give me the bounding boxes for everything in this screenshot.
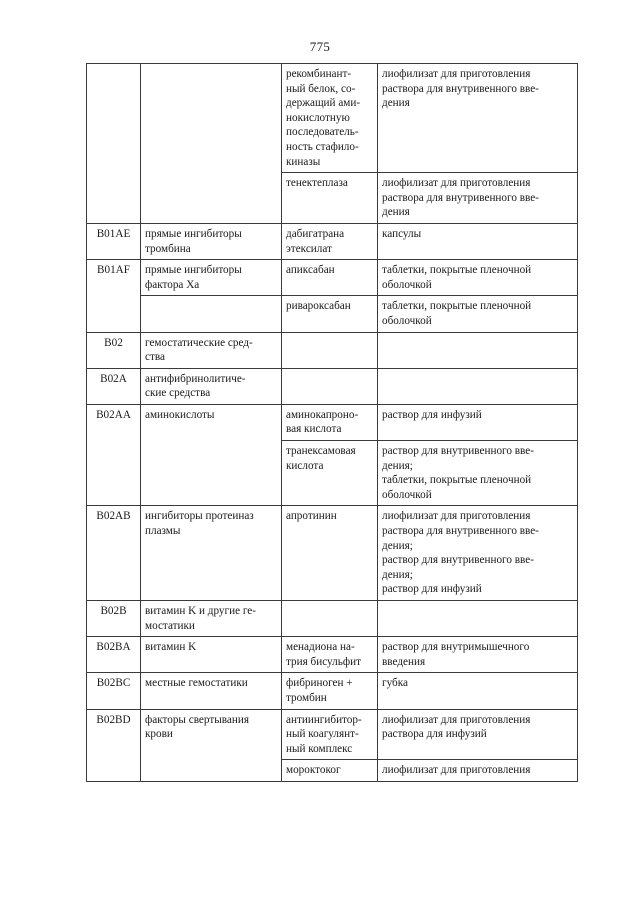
atc-code-cell: B02BC [87,673,141,709]
pharmacological-group-cell [141,296,282,332]
drug-name-cell [282,332,378,368]
pharmacological-group-cell: витамин K [141,637,282,673]
dosage-form-cell: раствор для внутримышечного введения [378,637,578,673]
dosage-form-cell [378,368,578,404]
atc-code-cell: B02B [87,601,141,637]
dosage-form-cell: губка [378,673,578,709]
pharmacological-group-cell: витамин K и другие ге- мостатики [141,601,282,637]
table-row [87,673,578,709]
pharmacological-group-cell: аминокислоты [141,404,282,506]
dosage-form-cell: раствор для внутривенного вве- дения; таблетки, покрытые пленочной оболочкой [378,441,578,506]
dosage-form-cell [378,332,578,368]
dosage-form-cell: лиофилизат для приготовления раствора для внутривенного вве- дения [378,64,578,173]
drug-name-cell: антиингибитор- ный коагулянт- ный комплекс [282,709,378,760]
pharmacological-group-cell: факторы свертывания крови [141,709,282,781]
dosage-form-cell: лиофилизат для приготовления раствора для внутривенного вве- дения [378,173,578,224]
pharmacological-group-cell: прямые ингибиторы тромбина [141,223,282,259]
pharmacological-group-cell: гемостатические сред- ства [141,332,282,368]
drug-name-cell: аминокапроно- вая кислота [282,404,378,440]
dosage-form-cell: таблетки, покрытые пленочной оболочкой [378,260,578,296]
pharmacological-group-cell: прямые ингибиторы фактора Xa [141,260,282,296]
drug-name-cell: транексамовая кислота [282,441,378,506]
table-row [87,368,578,404]
table-row [87,332,578,368]
drug-name-cell: тенектеплаза [282,173,378,224]
drug-name-cell: апиксабан [282,260,378,296]
drug-name-cell: фибриноген + тромбин [282,673,378,709]
atc-code-cell: B02BA [87,637,141,673]
table-row [87,64,578,173]
drug-name-cell [282,368,378,404]
dosage-form-cell: лиофилизат для приготовления раствора для внутривенного вве- дения; раствор для внутривенного вве- дения; раствор для инфузий [378,506,578,601]
table-row [87,260,578,296]
drug-classification-table [86,63,578,782]
table-row [87,637,578,673]
table-row [87,601,578,637]
drug-name-cell: мороктоког [282,760,378,782]
atc-code-cell: B01AF [87,260,141,332]
table-row [87,709,578,760]
table-row [87,506,578,601]
drug-name-cell: апротинин [282,506,378,601]
drug-name-cell [282,601,378,637]
drug-name-cell: рекомбинант- ный белок, со- держащий ами- нокислотную последователь- ность стафило- киназы [282,64,378,173]
dosage-form-cell: капсулы [378,223,578,259]
table-row [87,223,578,259]
atc-code-cell: B02BD [87,709,141,781]
atc-code-cell: B02AA [87,404,141,506]
atc-code-cell: B01AE [87,223,141,259]
atc-code-cell: B02 [87,332,141,368]
drug-name-cell: менадиона на- трия бисульфит [282,637,378,673]
atc-code-cell [87,64,141,224]
dosage-form-cell: таблетки, покрытые пленочной оболочкой [378,296,578,332]
dosage-form-cell: лиофилизат для приготовления [378,760,578,782]
dosage-form-cell: лиофилизат для приготовления раствора для инфузий [378,709,578,760]
table-row [87,404,578,440]
table-row [87,296,578,332]
atc-code-cell: B02A [87,368,141,404]
pharmacological-group-cell: местные гемостатики [141,673,282,709]
page-number: 775 [309,39,331,54]
atc-code-cell: B02AB [87,506,141,601]
pharmacological-group-cell: антифибринолитиче- ские средства [141,368,282,404]
dosage-form-cell: раствор для инфузий [378,404,578,440]
drug-name-cell: ривароксабан [282,296,378,332]
pharmacological-group-cell: ингибиторы протеиназ плазмы [141,506,282,601]
pharmacological-group-cell [141,64,282,224]
drug-name-cell: дабигатрана этексилат [282,223,378,259]
dosage-form-cell [378,601,578,637]
